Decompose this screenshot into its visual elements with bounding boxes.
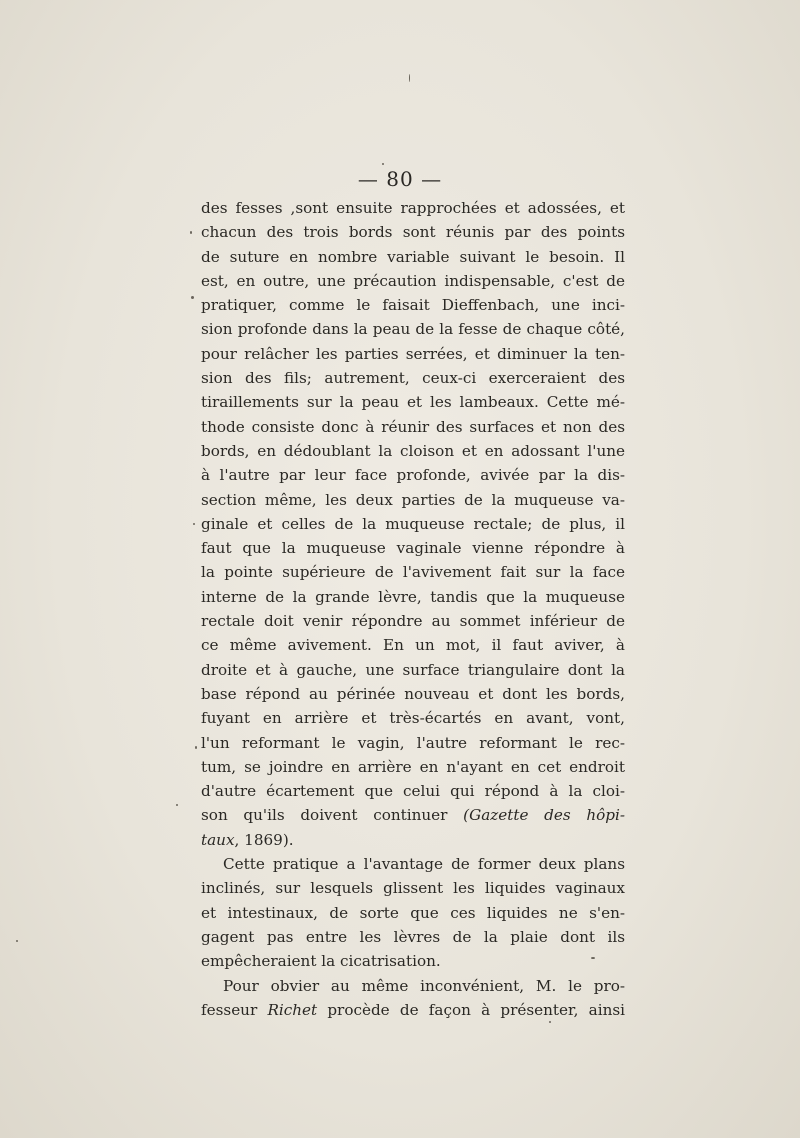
text-line: et intestinaux, de sorte que ces liquides ne s'en- [201, 903, 625, 922]
text-line: est, en outre, une précaution indispensable, c'est de [201, 271, 625, 290]
body-text [201, 196, 625, 1022]
text-line: base répond au périnée nouveau et dont les bords, [201, 684, 625, 703]
text-line: gagent pas entre les lèvres de la plaie dont ils [201, 927, 625, 946]
text-line [201, 803, 625, 827]
margin-speck [176, 804, 178, 806]
text-line: inclinés, sur lesquels glissent les liquides vaginaux [201, 879, 625, 898]
margin-speck [191, 296, 194, 299]
margin-speck [193, 523, 195, 525]
margin-speck [195, 746, 197, 749]
text-line: tum, se joindre en arrière en n'ayant en cet endroit [201, 757, 625, 776]
margin-speck [591, 957, 595, 959]
page-number: — 80 — [357, 167, 443, 191]
text-run: fesseur [201, 1000, 268, 1019]
text-line: pour relâcher les parties serrées, et diminuer la ten- [201, 344, 625, 363]
text-line: chacun des trois bords sont réunis par des points [201, 223, 625, 242]
text-line: fuyant en arrière et très-écartés en avant, vont, [201, 709, 625, 728]
text-run: procède de façon à présenter, ainsi [317, 1000, 625, 1019]
italic-citation: taux [201, 830, 235, 849]
text-line: thode consiste donc à réunir des surfaces et non des [201, 417, 625, 436]
text-line: de suture en nombre variable suivant le besoin. Il [201, 247, 625, 266]
text-line: interne de la grande lèvre, tandis que la muqueuse [201, 587, 625, 606]
text-line: l'un reformant le vagin, l'autre reformant le rec- [201, 733, 625, 752]
margin-speck [16, 940, 18, 942]
text-line: ginale et celles de la muqueuse rectale; de plus, il [201, 514, 625, 533]
text-line: bords, en dédoublant la cloison et en adossant l'une [201, 441, 625, 460]
text-run: , 1869). [234, 830, 294, 849]
text-line: Cette pratique a l'avantage de former deux plans [223, 855, 625, 874]
margin-speck [382, 163, 384, 165]
text-line: à l'autre par leur face profonde, avivée par la dis- [201, 466, 625, 485]
text-line [201, 828, 625, 852]
text-line: des fesses ,sont ensuite rapprochées et adossées, et [201, 199, 625, 217]
text-line: rectale doit venir répondre au sommet inférieur de [201, 612, 625, 631]
text-line: la pointe supérieure de l'avivement fait sur la face [201, 563, 625, 582]
text-line: section même, les deux parties de la muqueuse va- [201, 490, 625, 509]
margin-speck [190, 231, 192, 234]
text-line: pratiquer, comme le faisait Dieffenbach, une inci- [201, 296, 625, 315]
text-line: ce même avivement. En un mot, il faut aviver, à [201, 636, 625, 655]
text-line: tiraillements sur la peau et les lambeaux. Cette mé- [201, 393, 625, 412]
text-line: sion profonde dans la peau de la fesse de chaque côté, [201, 320, 625, 339]
text-line: sion des fils; autrement, ceux-ci exerceraient des [201, 369, 625, 388]
margin-speck [549, 1021, 551, 1023]
text-line: droite et à gauche, une surface triangulaire dont la [201, 660, 625, 679]
text-run: son qu'ils doivent continuer [201, 806, 464, 825]
text-line: d'autre écartement que celui qui répond à la cloi- [201, 782, 625, 801]
italic-citation: Richet [267, 1000, 318, 1019]
italic-citation: (Gazette des hôpi- [463, 806, 625, 825]
text-line: Pour obvier au même inconvénient, M. le pro- [223, 976, 625, 995]
text-line: faut que la muqueuse vaginale vienne répondre à [201, 539, 625, 558]
text-line [201, 998, 625, 1022]
margin-speck [409, 74, 410, 82]
text-line: empêcheraient la cicatrisation. [201, 952, 441, 971]
